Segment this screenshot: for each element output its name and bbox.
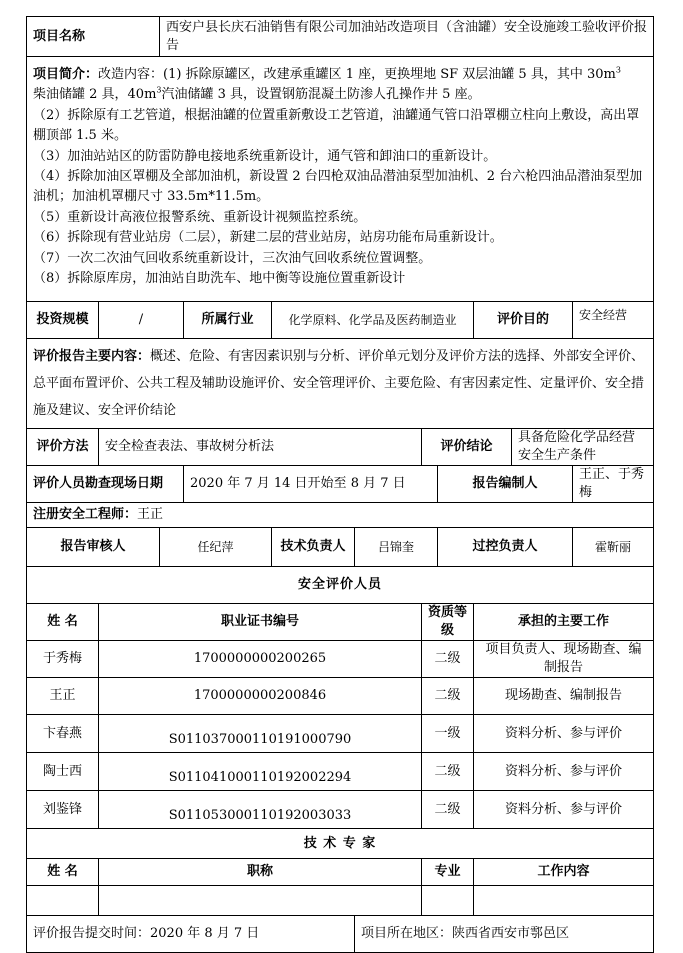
project-intro-label: 项目简介： bbox=[33, 67, 99, 82]
staff-cert: S011053000110192003033 bbox=[99, 791, 422, 829]
experts-name-cell bbox=[27, 886, 99, 916]
staff-section-title: 安全评价人员 bbox=[27, 567, 654, 604]
table-row bbox=[27, 715, 654, 753]
survey-label: 评价人员勘查现场日期 bbox=[27, 466, 184, 503]
evaluation-report-form bbox=[26, 16, 653, 953]
method-row bbox=[27, 429, 654, 466]
purpose-label: 评价目的 bbox=[474, 302, 573, 339]
industry-value: 化学原料、化学品及医药制造业 bbox=[272, 302, 474, 339]
experts-title-row bbox=[27, 829, 654, 859]
cubic-superscript: 3 bbox=[615, 65, 621, 75]
experts-major-cell bbox=[422, 886, 474, 916]
conclusion-value: 具备危险化学品经营安全生产条件 bbox=[512, 429, 654, 466]
tech-lead-value: 吕锦奎 bbox=[355, 528, 438, 567]
reviewer-label: 报告审核人 bbox=[27, 528, 160, 567]
intro-item-4: （4）拆除加油区罩棚及全部加油机，新设置 2 台四枪双油品潜油泵型加油机、2 台六枪四油品潜油泵型加油机；加油机罩棚尺寸 33.5m*11.5m。 bbox=[33, 169, 643, 205]
intro-line1: 改造内容：(1) 拆除原罐区，改建承重罐区 1 座，更换埋地 SF 双层油罐 5 具，其中 30m bbox=[98, 67, 616, 82]
table-row bbox=[27, 641, 654, 678]
staff-header-level: 资质等级 bbox=[422, 604, 474, 641]
experts-header-title: 职称 bbox=[99, 859, 422, 886]
summary-cell bbox=[27, 339, 654, 429]
staff-work: 项目负责人、现场勘查、编制报告 bbox=[474, 641, 654, 678]
report-table bbox=[26, 16, 654, 953]
experts-header-work: 工作内容 bbox=[474, 859, 654, 886]
industry-label: 所属行业 bbox=[184, 302, 272, 339]
staff-name: 于秀梅 bbox=[27, 641, 99, 678]
project-intro-row bbox=[27, 57, 654, 302]
project-name-label: 项目名称 bbox=[27, 17, 160, 57]
project-location: 项目所在地区：陕西省西安市鄠邑区 bbox=[355, 916, 654, 953]
table-row bbox=[27, 678, 654, 715]
intro-item-3: （3）加油站站区的防雷防静电接地系统重新设计，通气管和卸油口的重新设计。 bbox=[33, 148, 497, 164]
submit-date: 评价报告提交时间：2020 年 8 月 7 日 bbox=[27, 916, 355, 953]
survey-row bbox=[27, 466, 654, 503]
staff-cert: 1700000000200265 bbox=[99, 641, 422, 678]
footer-row bbox=[27, 916, 654, 953]
investment-value: / bbox=[99, 302, 184, 339]
staff-level: 二级 bbox=[422, 753, 474, 791]
intro-item-2: （2）拆除原有工艺管道，根据油罐的位置重新敷设工艺管道，油罐通气管口沿罩棚立柱向上敷设，高出罩棚顶部 1.5 米。 bbox=[33, 107, 640, 144]
staff-level: 二级 bbox=[422, 791, 474, 829]
investment-label: 投资规模 bbox=[27, 302, 99, 339]
summary-text: 概述、危险、有害因素识别与分析、评价单元划分及评价方法的选择、外部安全评价、总平面布置评价、公共工程及辅助设施评价、安全管理评价、主要危险、有害因素定性、定量评价、安全措施及建议、安全评价结论 bbox=[33, 349, 645, 418]
engineer-row bbox=[27, 503, 654, 528]
staff-header-work: 承担的主要工作 bbox=[474, 604, 654, 641]
staff-level: 二级 bbox=[422, 641, 474, 678]
method-label: 评价方法 bbox=[27, 429, 99, 466]
intro-item-7: （7）一次二次油气回收系统重新设计，三次油气回收系统位置调整。 bbox=[33, 250, 432, 266]
intro-item-6: （6）拆除现有营业站房（二层），新建二层的营业站房，站房功能布局重新设计。 bbox=[33, 230, 503, 246]
staff-cert: 1700000000200846 bbox=[99, 678, 422, 715]
intro-line2a: 柴油储罐 2 具，40m bbox=[33, 87, 157, 103]
experts-title-cell bbox=[99, 886, 422, 916]
staff-name: 陶士西 bbox=[27, 753, 99, 791]
staff-level: 二级 bbox=[422, 678, 474, 715]
table-row bbox=[27, 753, 654, 791]
engineer-label: 注册安全工程师： bbox=[33, 507, 138, 522]
qc-lead-label: 过控负责人 bbox=[438, 528, 573, 567]
staff-work: 资料分析、参与评价 bbox=[474, 791, 654, 829]
staff-level: 一级 bbox=[422, 715, 474, 753]
summary-row bbox=[27, 339, 654, 429]
experts-header-row bbox=[27, 859, 654, 886]
staff-title-row bbox=[27, 567, 654, 604]
project-intro-cell bbox=[27, 57, 654, 302]
staff-name: 刘鉴锋 bbox=[27, 791, 99, 829]
engineer-cell bbox=[27, 503, 654, 528]
intro-item-5: （5）重新设计高液位报警系统、重新设计视频监控系统。 bbox=[33, 209, 367, 225]
survey-value: 2020 年 7 月 14 日开始至 8 月 7 日 bbox=[184, 466, 438, 503]
staff-header-row bbox=[27, 604, 654, 641]
signoff-row bbox=[27, 528, 654, 567]
editor-label: 报告编制人 bbox=[438, 466, 573, 503]
staff-header-name: 姓 名 bbox=[27, 604, 99, 641]
staff-work: 资料分析、参与评价 bbox=[474, 753, 654, 791]
reviewer-value: 任纪萍 bbox=[160, 528, 272, 567]
project-name-value: 西安户县长庆石油销售有限公司加油站改造项目（含油罐）安全设施竣工验收评价报告 bbox=[160, 17, 654, 57]
project-name-row bbox=[27, 17, 654, 57]
editor-value: 王正、于秀梅 bbox=[573, 466, 654, 503]
experts-header-major: 专业 bbox=[422, 859, 474, 886]
cubic-superscript: 3 bbox=[156, 86, 162, 96]
intro-item-8: （8）拆除原库房，加油站自助洗车、地中衡等设施位置重新设计 bbox=[33, 271, 406, 287]
method-value: 安全检查表法、事故树分析法 bbox=[99, 429, 422, 466]
engineer-value: 王正 bbox=[137, 507, 164, 522]
staff-header-cert: 职业证书编号 bbox=[99, 604, 422, 641]
staff-cert: S011041000110192002294 bbox=[99, 753, 422, 791]
staff-cert: S011037000110191000790 bbox=[99, 715, 422, 753]
purpose-value: 安全经营 bbox=[573, 302, 654, 339]
staff-name: 王正 bbox=[27, 678, 99, 715]
experts-section-title: 技 术 专 家 bbox=[27, 829, 654, 859]
staff-work: 资料分析、参与评价 bbox=[474, 715, 654, 753]
experts-header-name: 姓 名 bbox=[27, 859, 99, 886]
staff-work: 现场勘查、编制报告 bbox=[474, 678, 654, 715]
staff-name: 卞春燕 bbox=[27, 715, 99, 753]
experts-work-cell bbox=[474, 886, 654, 916]
qc-lead-value: 霍靳丽 bbox=[573, 528, 654, 567]
tech-lead-label: 技术负责人 bbox=[272, 528, 355, 567]
investment-row bbox=[27, 302, 654, 339]
conclusion-label: 评价结论 bbox=[422, 429, 512, 466]
table-row bbox=[27, 791, 654, 829]
intro-line2b: 汽油储罐 3 具，设置钢筋混凝土防渗人孔操作井 5 座。 bbox=[161, 87, 481, 103]
summary-label: 评价报告主要内容： bbox=[33, 349, 151, 364]
experts-empty-row bbox=[27, 886, 654, 916]
